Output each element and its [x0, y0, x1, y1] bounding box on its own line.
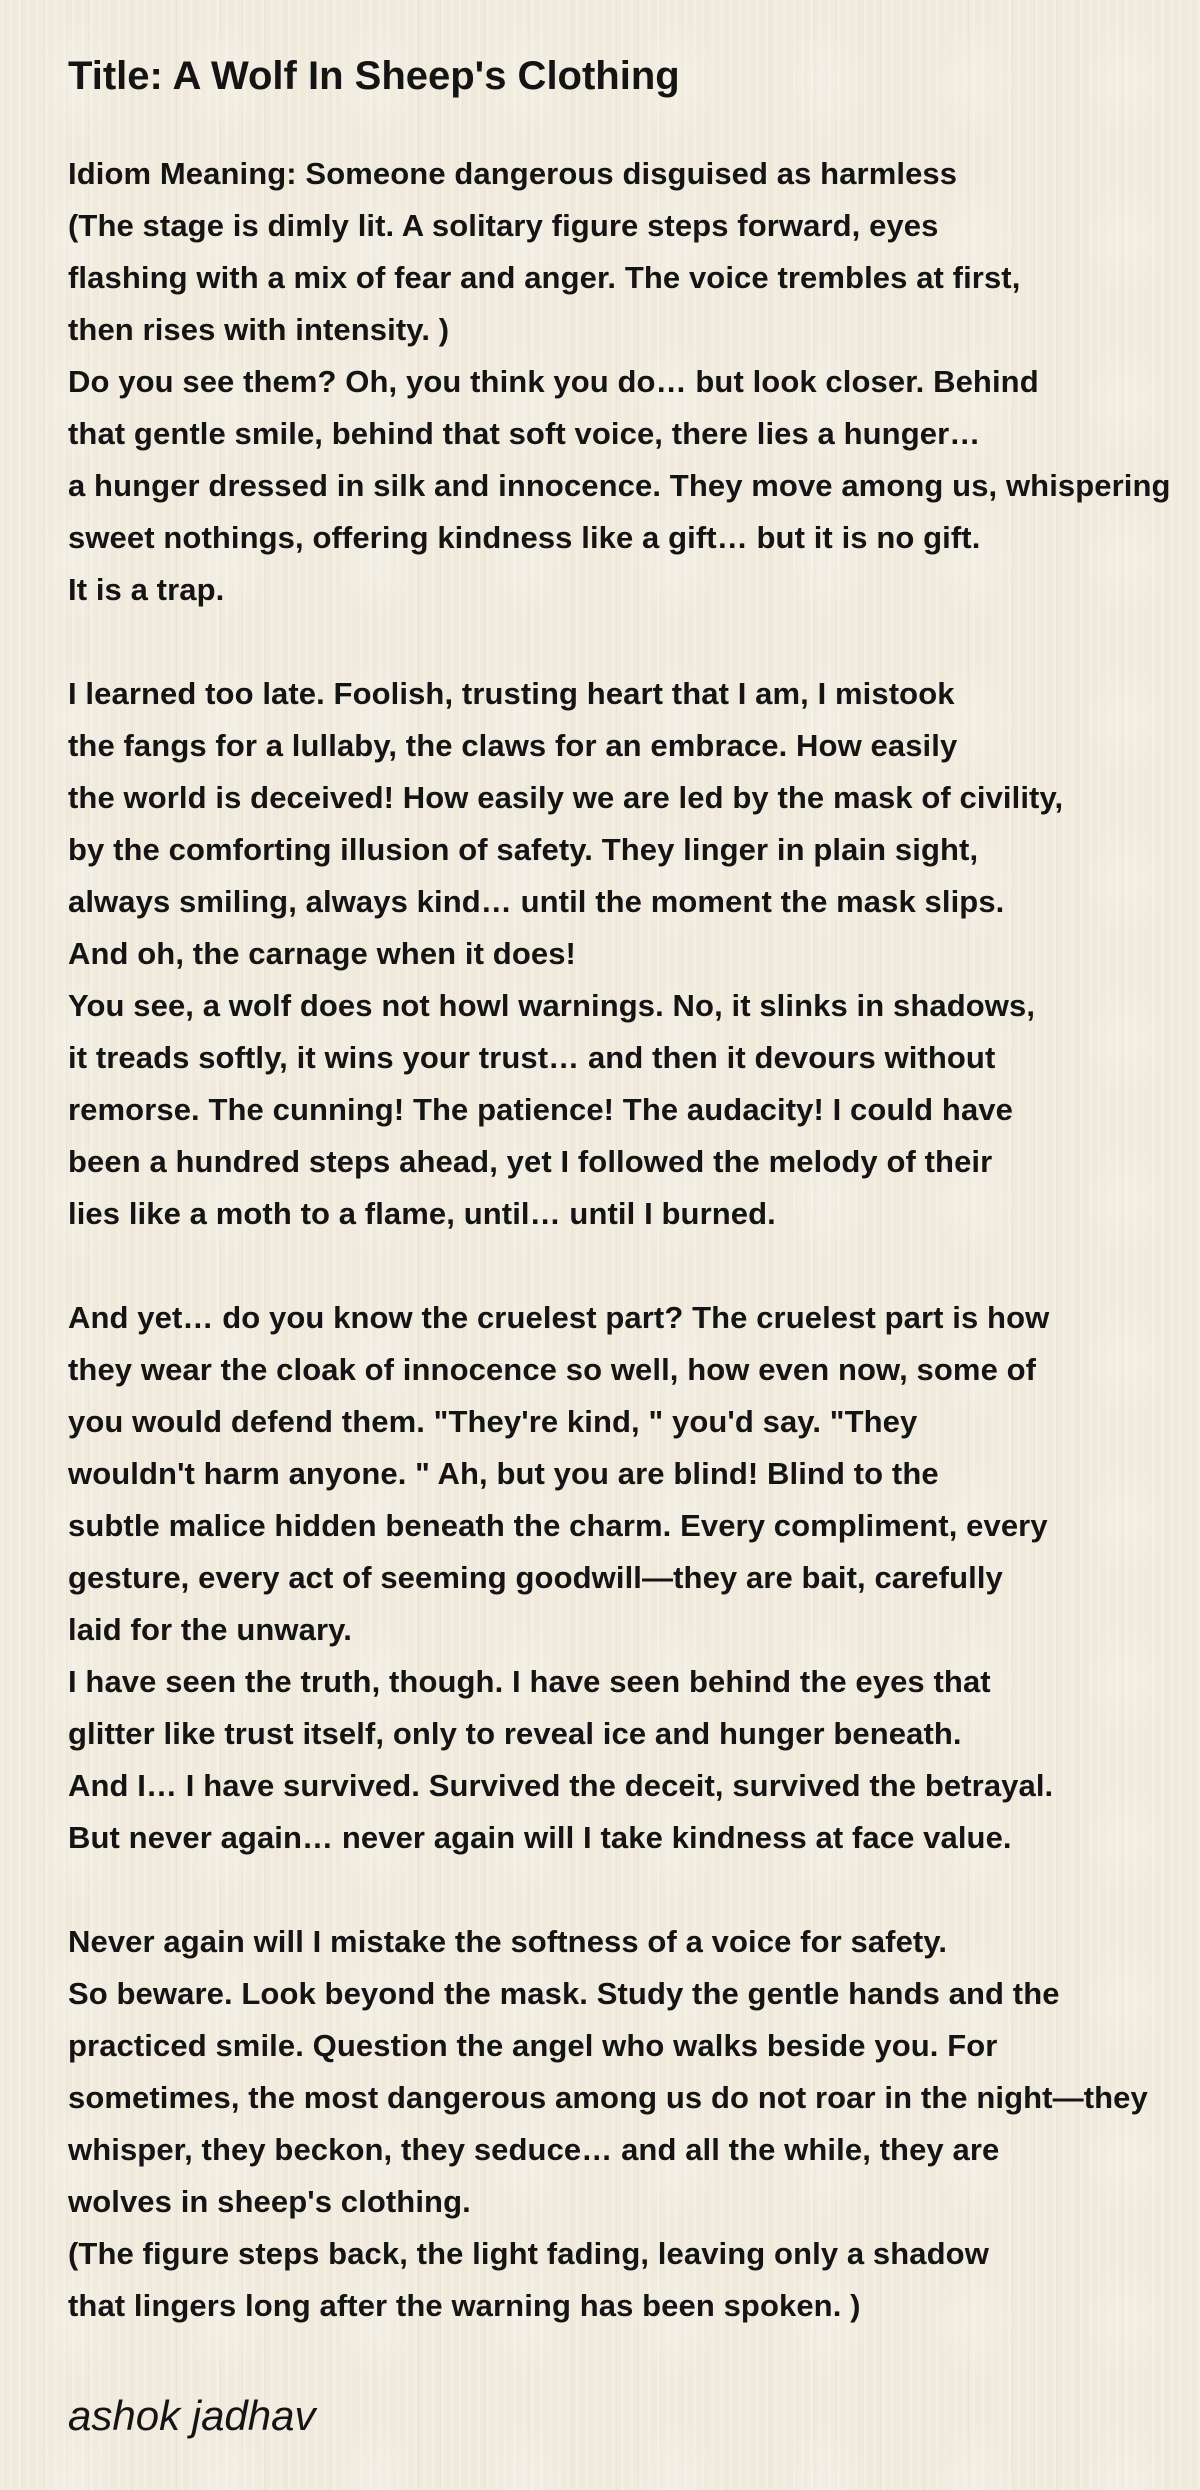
poem-line: you would defend them. "They're kind, " you'd say. "They — [68, 1404, 918, 1439]
poem-line: (The figure steps back, the light fading, leaving only a shadow — [68, 2236, 989, 2271]
poem-line: that lingers long after the warning has been spoken. ) — [68, 2288, 861, 2323]
poem-line: a hunger dressed in silk and innocence. They move among us, whispering — [68, 468, 1171, 503]
poem-line: lies like a moth to a flame, until… until I burned. — [68, 1196, 776, 1231]
poem-line: So beware. Look beyond the mask. Study the gentle hands and the — [68, 1976, 1060, 2011]
poem-line: gesture, every act of seeming goodwill—they are bait, carefully — [68, 1560, 1003, 1595]
poem-title: Title: A Wolf In Sheep's Clothing — [68, 54, 680, 98]
poem-body — [68, 148, 1200, 2332]
poem-line: sweet nothings, offering kindness like a gift… but it is no gift. — [68, 520, 981, 555]
poem-line: sometimes, the most dangerous among us do not roar in the night—they — [68, 2080, 1148, 2115]
poem-line: that gentle smile, behind that soft voice, there lies a hunger… — [68, 416, 981, 451]
poem-line: subtle malice hidden beneath the charm. Every compliment, every — [68, 1508, 1048, 1543]
stanza-break — [68, 616, 1200, 668]
poem-line: wolves in sheep's clothing. — [68, 2184, 471, 2219]
poem-line: (The stage is dimly lit. A solitary figure steps forward, eyes — [68, 208, 939, 243]
stanza-break — [68, 1240, 1200, 1292]
poem-line: then rises with intensity. ) — [68, 312, 450, 347]
poem-line: the fangs for a lullaby, the claws for an embrace. How easily — [68, 728, 958, 763]
poem-line: You see, a wolf does not howl warnings. No, it slinks in shadows, — [68, 988, 1036, 1023]
poem-line: it treads softly, it wins your trust… and then it devours without — [68, 1040, 996, 1075]
poem-line: Never again will I mistake the softness of a voice for safety. — [68, 1924, 948, 1959]
poem-line: I have seen the truth, though. I have seen behind the eyes that — [68, 1664, 991, 1699]
poem-line: Do you see them? Oh, you think you do… but look closer. Behind — [68, 364, 1039, 399]
poem-line: been a hundred steps ahead, yet I followed the melody of their — [68, 1144, 993, 1179]
poem-line: But never again… never again will I take kindness at face value. — [68, 1820, 1012, 1855]
poem-line: wouldn't harm anyone. " Ah, but you are blind! Blind to the — [68, 1456, 939, 1491]
poem-line: the world is deceived! How easily we are led by the mask of civility, — [68, 780, 1064, 815]
poem-line: remorse. The cunning! The patience! The audacity! I could have — [68, 1092, 1013, 1127]
poem-line: It is a trap. — [68, 572, 225, 607]
poem-line: And I… I have survived. Survived the deceit, survived the betrayal. — [68, 1768, 1054, 1803]
poem-line: flashing with a mix of fear and anger. The voice trembles at first, — [68, 260, 1021, 295]
stanza-break — [68, 1864, 1200, 1916]
poem-line: glitter like trust itself, only to reveal ice and hunger beneath. — [68, 1716, 962, 1751]
poem-line: by the comforting illusion of safety. They linger in plain sight, — [68, 832, 979, 867]
poem-line: And oh, the carnage when it does! — [68, 936, 576, 971]
poem-line: And yet… do you know the cruelest part? The cruelest part is how — [68, 1300, 1050, 1335]
poem-line: they wear the cloak of innocence so well, how even now, some of — [68, 1352, 1037, 1387]
author-name: ashok jadhav — [68, 2392, 316, 2439]
poem-line: laid for the unwary. — [68, 1612, 352, 1647]
poem-line: Idiom Meaning: Someone dangerous disguised as harmless — [68, 156, 958, 191]
poem-line: whisper, they beckon, they seduce… and all the while, they are — [68, 2132, 1000, 2167]
poem-line: practiced smile. Question the angel who walks beside you. For — [68, 2028, 998, 2063]
poem-line: always smiling, always kind… until the moment the mask slips. — [68, 884, 1005, 919]
poem-line: I learned too late. Foolish, trusting heart that I am, I mistook — [68, 676, 955, 711]
